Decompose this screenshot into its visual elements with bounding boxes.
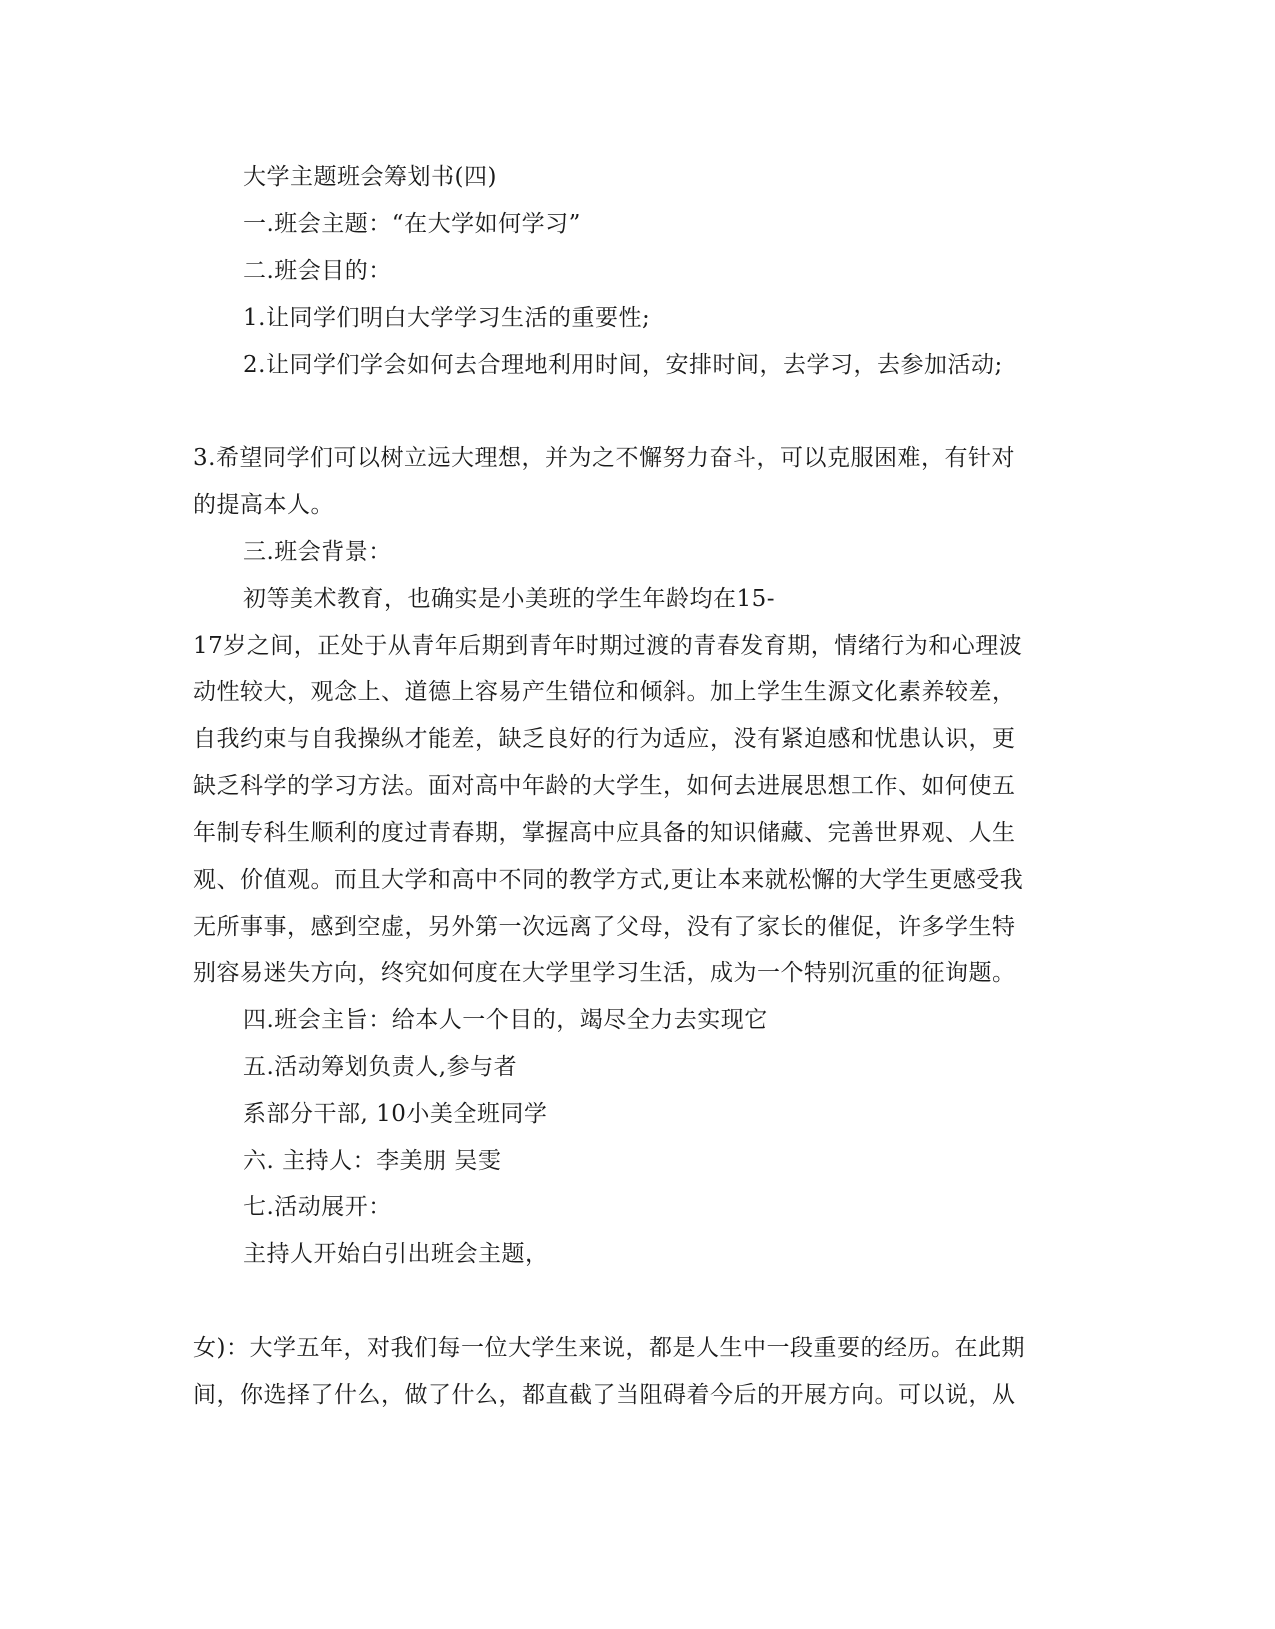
section-heading: 二.班会目的：: [243, 258, 392, 284]
paragraph-line: 别容易迷失方向，终究如何度在大学里学习生活，成为一个特别沉重的征询题。: [193, 960, 1016, 986]
paragraph-line: 间，你选择了什么，做了什么，都直截了当阻碍着今后的开展方向。可以说，从: [193, 1382, 1016, 1408]
text-line: 的提高本人。: [193, 492, 334, 518]
paragraph-line: 17岁之间，正处于从青年后期到青年时期过渡的青春发育期，情绪行为和心理波: [193, 633, 1023, 659]
paragraph-line: 女)：大学五年，对我们每一位大学生来说，都是人生中一段重要的经历。在此期: [193, 1335, 1025, 1361]
section-heading: 四.班会主旨：给本人一个目的，竭尽全力去实现它: [243, 1007, 768, 1033]
section-heading: 三.班会背景：: [243, 539, 392, 565]
section-heading: 一.班会主题：“在大学如何学习”: [243, 211, 581, 237]
paragraph-line: 初等美术教育，也确实是小美班的学生年龄均在15-: [243, 586, 776, 612]
paragraph-line: 动性较大，观念上、道德上容易产生错位和倾斜。加上学生生源文化素养较差，: [193, 679, 1016, 705]
section-heading: 六. 主持人：李美朋 吴雯: [243, 1148, 502, 1174]
text-line: 主持人开始白引出班会主题，: [243, 1241, 549, 1267]
document-title: 大学主题班会筹划书(四): [243, 164, 497, 190]
section-heading: 七.活动展开：: [243, 1194, 392, 1220]
paragraph-line: 观、价值观。而且大学和高中不同的教学方式,更让本来就松懈的大学生更感受我: [193, 867, 1024, 893]
paragraph-line: 缺乏科学的学习方法。面对高中年龄的大学生，如何去进展思想工作、如何使五: [193, 773, 1016, 799]
paragraph-line: 无所事事，感到空虚，另外第一次远离了父母，没有了家长的催促，许多学生特: [193, 914, 1016, 940]
list-item: 2.让同学们学会如何去合理地利用时间，安排时间，去学习，去参加活动;: [243, 352, 1003, 378]
paragraph-line: 自我约束与自我操纵才能差，缺乏良好的行为适应，没有紧迫感和忧患认识，更: [193, 726, 1016, 752]
list-item: 1.让同学们明白大学学习生活的重要性;: [243, 305, 651, 331]
paragraph-line: 年制专科生顺利的度过青春期，掌握高中应具备的知识储藏、完善世界观、人生: [193, 820, 1016, 846]
section-heading: 五.活动筹划负责人,参与者: [243, 1054, 518, 1080]
list-item: 3.希望同学们可以树立远大理想，并为之不懈努力奋斗，可以克服困难，有针对: [193, 445, 1015, 471]
text-line: 系部分干部, 10小美全班同学: [243, 1101, 548, 1127]
